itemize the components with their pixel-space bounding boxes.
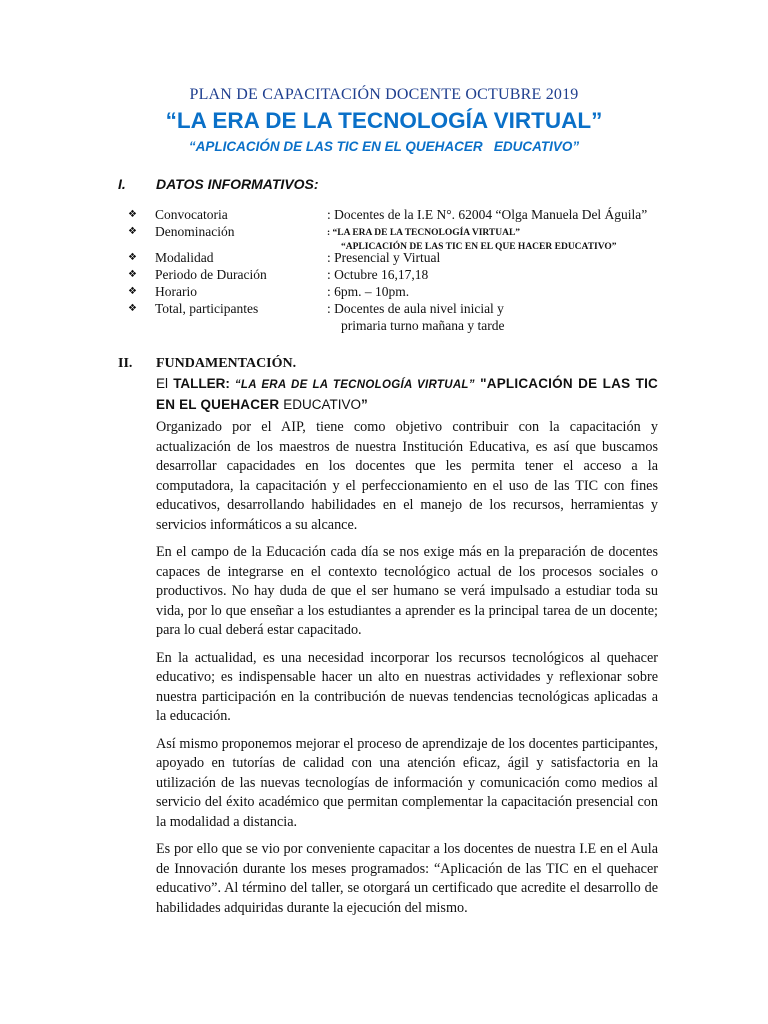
section-1-title: DATOS INFORMATIVOS: bbox=[156, 176, 319, 192]
plan-title: PLAN DE CAPACITACIÓN DOCENTE OCTUBRE 2019 bbox=[189, 86, 579, 103]
document-header bbox=[0, 86, 768, 154]
info-row-periodo bbox=[128, 266, 668, 283]
taller-italic-title: “LA ERA DE LA TECNOLOGÍA VIRTUAL” bbox=[229, 379, 475, 391]
info-label: Convocatoria bbox=[155, 207, 228, 222]
main-title: “LA ERA DE LA TECNOLOGÍA VIRTUAL” bbox=[165, 108, 603, 133]
fundamentacion-body bbox=[156, 418, 658, 926]
paragraph: Organizado por el AIP, tiene como objetivo contribuir con la capacitación y actualización de los maestros de nuestra Institución Educativa, es así que buscamos desarrollar capacidades en los docentes que les permita tener el acceso a la computadora, la capacitación y el perfeccionamiento en el uso de las TIC con fines educativos, desarrollando habilidades en el manejo de los recursos, herramientas y servicios informáticos a su alcance. bbox=[156, 419, 658, 533]
info-row-convocatoria bbox=[128, 206, 668, 223]
diamond-bullet-icon: ❖ bbox=[128, 303, 137, 314]
info-row-denominacion bbox=[128, 223, 668, 252]
info-list bbox=[128, 206, 668, 336]
section-2-number: II. bbox=[118, 356, 133, 371]
diamond-bullet-icon: ❖ bbox=[128, 286, 137, 297]
taller-statement bbox=[156, 374, 658, 415]
info-value: : Docentes de la I.E N°. 62004 “Olga Manuela Del Águila” bbox=[327, 207, 648, 222]
taller-caps-title: "APLICACIÓN DE LAS TIC EN EL QUEHACER bbox=[156, 376, 658, 412]
info-value: : Octubre 16,17,18 bbox=[327, 267, 429, 282]
taller-word: TALLER: bbox=[173, 376, 230, 391]
total-line-1: : Docentes de aula nivel inicial y bbox=[327, 301, 504, 316]
paragraph: Así mismo proponemos mejorar el proceso de aprendizaje de los docentes participantes, apoyado en tutorías de calidad con una atención eficaz, ágil y satisfactoria en la utilización de las nuevas tecnologías de información y comunicación como medios al servicio del éxito académico que permitan complementar la capacitación presencial con la modalidad a distancia. bbox=[156, 735, 658, 830]
taller-prefix: El bbox=[156, 376, 174, 391]
info-value: : 6pm. – 10pm. bbox=[327, 284, 410, 299]
paragraph: En el campo de la Educación cada día se nos exige más en la preparación de docentes capaces de integrarse en el contexto tecnológico actual de los procesos sociales o productivos. No hay duda de que el ser humano se verá impulsado a estudiar toda su vida, por lo que enseñar a los estudiantes a aprender es la principal tarea de un docente; para lo cual deberá estar capacitado. bbox=[156, 544, 658, 638]
denominacion-line-2: “APLICACIÓN DE LAS TIC EN EL QUE HACER EDUCATIVO” bbox=[341, 242, 617, 252]
denominacion-line-1: : “LA ERA DE LA TECNOLOGÍA VIRTUAL” bbox=[327, 228, 521, 238]
info-value bbox=[327, 300, 504, 334]
info-label: Modalidad bbox=[155, 250, 214, 265]
info-row-total bbox=[128, 300, 668, 336]
diamond-bullet-icon: ❖ bbox=[128, 209, 137, 220]
info-row-horario bbox=[128, 283, 668, 300]
sub-title: “APLICACIÓN DE LAS TIC EN EL QUEHACER EDUCATIVO” bbox=[188, 139, 580, 154]
taller-plain: EDUCATIVO bbox=[283, 397, 362, 412]
section-2-title: FUNDAMENTACIÓN. bbox=[156, 356, 297, 371]
info-row-modalidad bbox=[128, 249, 668, 266]
info-label: Periodo de Duración bbox=[155, 267, 267, 282]
info-label: Horario bbox=[155, 284, 197, 299]
section-2-heading bbox=[118, 356, 296, 372]
taller-end: ” bbox=[361, 397, 368, 412]
diamond-bullet-icon: ❖ bbox=[128, 269, 137, 280]
info-value: : Presencial y Virtual bbox=[327, 250, 441, 265]
info-label: Denominación bbox=[155, 224, 235, 239]
total-line-2: primaria turno mañana y tarde bbox=[341, 318, 505, 333]
diamond-bullet-icon: ❖ bbox=[128, 252, 137, 263]
section-1-number: I. bbox=[118, 176, 126, 192]
paragraph: En la actualidad, es una necesidad incorporar los recursos tecnológicos al quehacer educativo; es indispensable hacer un alto en nuestras actividades y reflexionar sobre nuestra participación en la contribución de nuevas tendencias tecnológicas aplicadas a la educación. bbox=[156, 649, 658, 724]
info-label: Total, participantes bbox=[155, 301, 259, 316]
section-1-heading bbox=[118, 176, 319, 192]
diamond-bullet-icon: ❖ bbox=[128, 226, 137, 237]
paragraph: Es por ello que se vio por conveniente capacitar a los docentes de nuestra I.E en el Aula de Innovación durante los meses programados: “Aplicación de las TIC en el quehacer educativo”. Al término del taller, se otorgará un certificado que acredite el desarrollo de habilidades adquiridas durante la ejecución del mismo. bbox=[156, 841, 658, 916]
